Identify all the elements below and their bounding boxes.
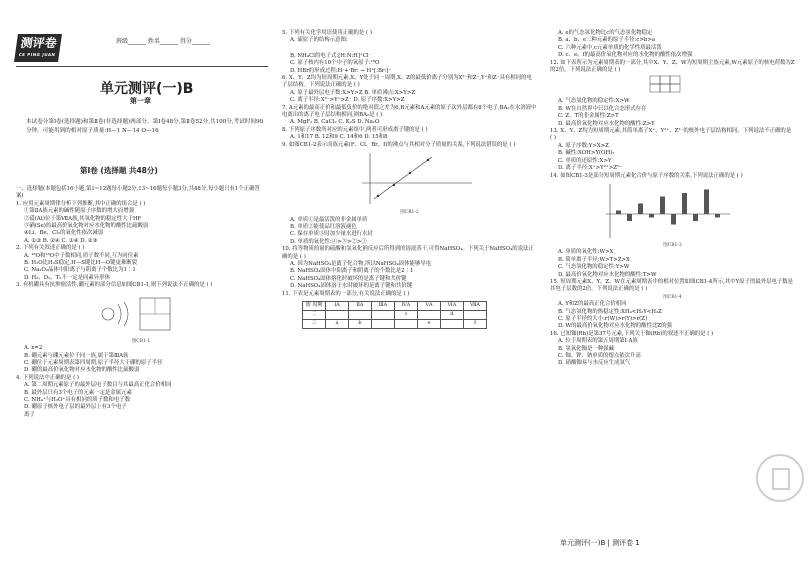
text-line: A. 单质的氧化性:W>X	[558, 249, 614, 256]
text-line: A. ①③ B. ②④ C. ①④ D. ②③	[24, 237, 98, 244]
text-line: A. 原子序数:Y>X>Z	[558, 142, 609, 149]
chart-bar	[715, 214, 720, 218]
text-line: 3. 有机硼具有抗肿瘤活性,硼元素的部分信息如图CB1-1,则下列说法不正确的是 ( )	[16, 282, 213, 289]
text-line: C. Z、T的非金属性:Z>T	[558, 113, 619, 120]
text-line: C. NaHSO₄固体熔化时破坏的是离子键和共价键	[290, 275, 407, 282]
text-line: B. 单质②能使品红溶液褪色	[290, 223, 357, 230]
page-subtitle: 第一章	[130, 97, 151, 105]
text-line: 13. X、Y、Z均为短周期元素,其简单离子X⁺、Y²⁺、Z²⁻的核外电子层结构相同。下列说法不正确的是 ( )	[550, 128, 792, 142]
text-line: D. HBr的形成过程:H·+·Br: → H⁺[:Br:]⁻	[290, 67, 392, 74]
chart-bar	[649, 214, 654, 218]
text-line: D. 单质的氧化性:④>③>②>①	[290, 238, 367, 245]
text-line: A. 单质①是最活泼的非金属单质	[290, 216, 368, 223]
chart-bar	[693, 214, 698, 221]
text-line: A. x=2	[24, 345, 43, 352]
text-line: A. ¹⁸O和¹⁶O中子数相同,质子数不同,互为同位素	[24, 252, 139, 259]
text-line: B. NH₄Cl的电子式:[H:N:H]⁺Cl⁻	[290, 52, 372, 59]
text-line: B. 氢氧化铷是一种强碱	[558, 345, 614, 352]
text-line: ③硒(Se)的最高价氧化物对应水化物的酸性比硫酸弱	[24, 223, 149, 230]
figure-caption: 图CB1-3	[663, 242, 682, 248]
atom-figure	[16, 290, 266, 338]
text-line: A. 原子最外层电子数:X>Y>Z B. 单质沸点:X>Y>Z	[290, 89, 416, 96]
text-line: C. 原子核内有10个中子的氧原子:¹⁸O	[290, 60, 380, 67]
table-header: ⅣA	[395, 301, 418, 310]
seal-watermark	[756, 454, 804, 502]
table-cell: b	[349, 319, 372, 328]
text-line: ④Li、Be、Cl₂的氧化性依次减弱	[24, 230, 104, 237]
text-line: B. H₂O比H₂S稳定,H—S键比H—O键更难断裂	[24, 260, 138, 267]
text-line: B. 碱性:XOH>Y(OH)₂	[558, 150, 615, 157]
page-footer: 单元测评(一)B | 测评卷 1	[560, 539, 640, 547]
middle-column	[282, 30, 537, 329]
divider	[16, 66, 268, 67]
text-line: C. 原子半径的大小:r(W)>r(Y)>r(Z)	[558, 315, 648, 322]
table-header: ⅠA	[326, 301, 349, 310]
text-line: B. 气态氢化物的热稳定性:XH₄<H₂Y<H₂Z	[558, 308, 662, 315]
text-line: 16. 已知铷(Rb)是第37号元素,下列关于铷(Rb)的叙述不正确的是 ( )	[550, 330, 714, 337]
text-line: A. MgF₂ B. CaCl₂ C. K₂S D. Na₂O	[290, 119, 380, 126]
table-header: ⅦA	[464, 301, 487, 310]
text-line: D. 最高价氧化物对应水化物的酸性:Z>Y	[558, 120, 655, 127]
table-cell: 二	[303, 310, 326, 319]
text-line: D. H₂、D₂、T₂不一定是同素异形体	[24, 274, 110, 281]
text-line: C. NH₄⁺与H₃O⁺具有相同的质子数和电子数	[24, 396, 130, 403]
halogen-chart	[282, 149, 537, 209]
text-line: C. 六种元素中,c元素单质的化学性质最活泼	[558, 44, 662, 51]
part-heading: 第Ⅰ卷 (选择题 共48分)	[80, 166, 158, 175]
text-line: D. c、e、f的最高价氧化物对应的水化物的酸性依次增强	[558, 52, 693, 59]
table-header: ⅡA	[349, 301, 372, 310]
text-line: C. 单质的还原性:X>Y	[558, 157, 612, 164]
text-line: A. e的气态氢化物比c的气态氢化物稳定	[558, 30, 653, 36]
text-line: D. NaHSO₄固体溶于水时破坏的是离子键和共价键	[290, 283, 413, 290]
table-cell	[418, 310, 441, 319]
text-line: 11. 下表是元素周期表的一部分,有关说法正确的是 ( )	[282, 290, 410, 297]
text-line: C. 气态氢化物的稳定性:Y>W	[558, 264, 630, 271]
table-cell	[441, 319, 464, 328]
table-cell	[464, 310, 487, 319]
page-title: 单元测评(一)B	[100, 81, 194, 97]
intro-text: 本试卷分第Ⅰ卷(选择题)和第Ⅱ卷(非选择题)两部分。第Ⅰ卷48分,第Ⅱ卷52分,共100分,考试时间90分钟。可能用到的相对原子质量:H—1 N—14 O—16	[26, 119, 264, 134]
text-line: B. NaHSO₄固体中阳离子和阴离子的个数比是2∶1	[290, 268, 414, 275]
name-row: 班级______ 姓名______ 得分______	[116, 38, 210, 45]
table-cell	[395, 319, 418, 328]
text-line: 9. 如图CB1-2表示卤族元素(F、Cl、Br、I)的沸点与其相对分子质量的关系,下列说法错误的是 ( )	[282, 141, 516, 148]
text-line: 12. 如下表所示为元素周期表的一部分,其中X、Y、Z、W为短周期主族元素,W元素原子的核电荷数为Z的2倍。下列说法正确的是 ( )	[550, 59, 795, 74]
figure-caption: 图CB1-2	[400, 210, 419, 216]
text-line: 一、选择题(本题包括16小题,第1~12题每小题2分,13~16题每小题3分,共48分,每小题只有1个正确答案)	[16, 186, 260, 200]
text-line: A. Y和Z的最高正化合价相同	[558, 301, 627, 308]
right-column	[550, 30, 795, 368]
text-line: D. 硼原子核外电子层的最外层上有3个电子	[24, 404, 127, 411]
table-header: ⅢA	[372, 301, 395, 310]
text-line: D. 离子半径:X⁺>Y²⁺>Z²⁻	[558, 165, 622, 172]
table-cell: d	[441, 310, 464, 319]
text-line: D. 硼的最高价氧化物对应水化物的酸性比硫酸弱	[24, 367, 140, 374]
chart-bar	[627, 214, 632, 221]
table-header: ⅥA	[441, 301, 464, 310]
text-line: 6. X、Y、Z均为短周期元素,X、Y处于同一周期,X、Z的最低价离子分别为X²⁻和Z⁻,Y⁺和Z⁻具有相同的电子层结构。下列说法正确的是 ( )	[282, 75, 532, 89]
chart-bar	[671, 214, 676, 225]
table-cell	[349, 310, 372, 319]
text-line: D. 最高价氧化物对应水化物的酸性:T>W	[558, 271, 657, 278]
text-line: 1. 应用元素周期律分析下列推断,其中正确的组合是 ( )	[16, 200, 146, 207]
text-line: C. Na₂O₂晶体中阳离子与阴离子个数比为1∶1	[24, 267, 136, 274]
text-line: 8. 下列原子序数所对应的元素组中,两者可形成离子键的是 ( )	[282, 126, 428, 133]
text-line: B. 硼元素与硼元素位于同一族,属于第ⅢA族	[24, 352, 129, 359]
table-cell	[372, 319, 395, 328]
table-cell: e	[418, 319, 441, 328]
text-line: 2. 下列有关叙述正确的是 ( )	[16, 245, 85, 252]
table-cell: a	[326, 319, 349, 328]
text-line: C. 硼位于元素周期表第四周期,原子半径大于硼的原子半径	[24, 359, 163, 366]
periodic-table	[302, 301, 487, 329]
table-cell: f	[464, 319, 487, 328]
text-line: D. 硝酸铷易与水反应生成氢气	[558, 360, 631, 367]
text-line: B. a、b、e三种元素的原子半径:c>b>a	[558, 37, 656, 44]
chart-bar	[660, 196, 665, 214]
text-line: A. 因为NaHSO₄是离子化合物,所以NaHSO₄固体能够导电	[290, 260, 432, 267]
logo: 测评卷 CE PING JUAN	[14, 34, 62, 62]
text-line: 7. A元素的最高正价和最低负价的绝对值之差为6,B元素和A元素的原子次外层都有8个电子,BA₂在水溶液中电离出的离子电子层结构相同,则BA₂是 ( )	[282, 104, 537, 119]
text-line: B. W在自然界中只以化合态形式存在	[558, 105, 647, 112]
figure-caption: 图CB1-1	[131, 338, 151, 344]
text-line: C. 铷、钾、钠单质的熔点依次升高	[558, 353, 641, 359]
table-cell: 三	[303, 319, 326, 328]
table-header: 族 周期	[303, 301, 326, 310]
text-line: 15. 短周期元素X、Y、Z、W在元素周期表中的相对位置如图CB1-4所示,其中Y原子的最外层电子数是其电子层数的2倍。下列说法正确的是 ( )	[550, 278, 794, 293]
text-line: 离子	[24, 411, 35, 418]
text-line: 14. 如图CB1-3是部分短周期元素化合价与原子序数的关系,下列说法正确的是 ( )	[550, 172, 743, 179]
valence-chart	[550, 180, 795, 242]
text-line: ①第ⅡA族元素的碱性随原子序数的增大而增强	[24, 208, 134, 215]
text-line: A. 硫原子的结构示意图:	[290, 37, 348, 44]
text-line: 10. 将等物质的量的硫酸和氢氧化钠反应后所得到的溶液蒸干,可得NaHSO₄。下列关于NaHSO₄的说法正确的是 ( )	[282, 246, 534, 260]
left-column	[16, 186, 266, 419]
text-line: 5. 下列有关化学用语使用正确的是 ( )	[282, 30, 372, 36]
element-grid	[550, 74, 795, 98]
text-line: ②砹(At)位于第ⅦA族,其氢化物的稳定性大于HF	[24, 215, 142, 222]
chart-bar	[704, 189, 709, 214]
text-line: B. 简单离子半径:W>T>Z>X	[558, 256, 630, 263]
chart-bar	[616, 210, 621, 214]
text-line: A. 位于周期表的第五周期第Ⅰ A族	[558, 338, 638, 345]
text-line: C. 离子半径:X²⁻>Y⁺>Z⁻ D. 原子序数:X>Y>Z	[290, 97, 405, 104]
text-line: A. 1和17 B. 12和9 C. 14和6 D. 15和8	[290, 134, 388, 141]
table-header: ⅤA	[418, 301, 441, 310]
table-cell: c	[395, 310, 418, 319]
text-line: A. 第二周期元素原子的最外层电子数目与其最高正化合价相同	[24, 382, 172, 389]
figure-caption: 图CB1-4	[663, 294, 682, 300]
text-line: 4. 下列说法中正确的是 ( )	[16, 374, 80, 381]
chart-bar	[638, 203, 643, 214]
chart-bar	[682, 193, 687, 214]
table-cell	[326, 310, 349, 319]
text-line: A. 气态氢化物的稳定性:X>W	[558, 98, 630, 105]
table-cell	[372, 310, 395, 319]
text-line: B. 最外层只有3个电子的元素一定是金属元素	[24, 389, 132, 396]
text-line: D. W的最高价氧化物对应水化物的酸性比Z的强	[558, 323, 672, 330]
text-line: C. 保存单质③时加少量水进行水封	[290, 231, 373, 238]
